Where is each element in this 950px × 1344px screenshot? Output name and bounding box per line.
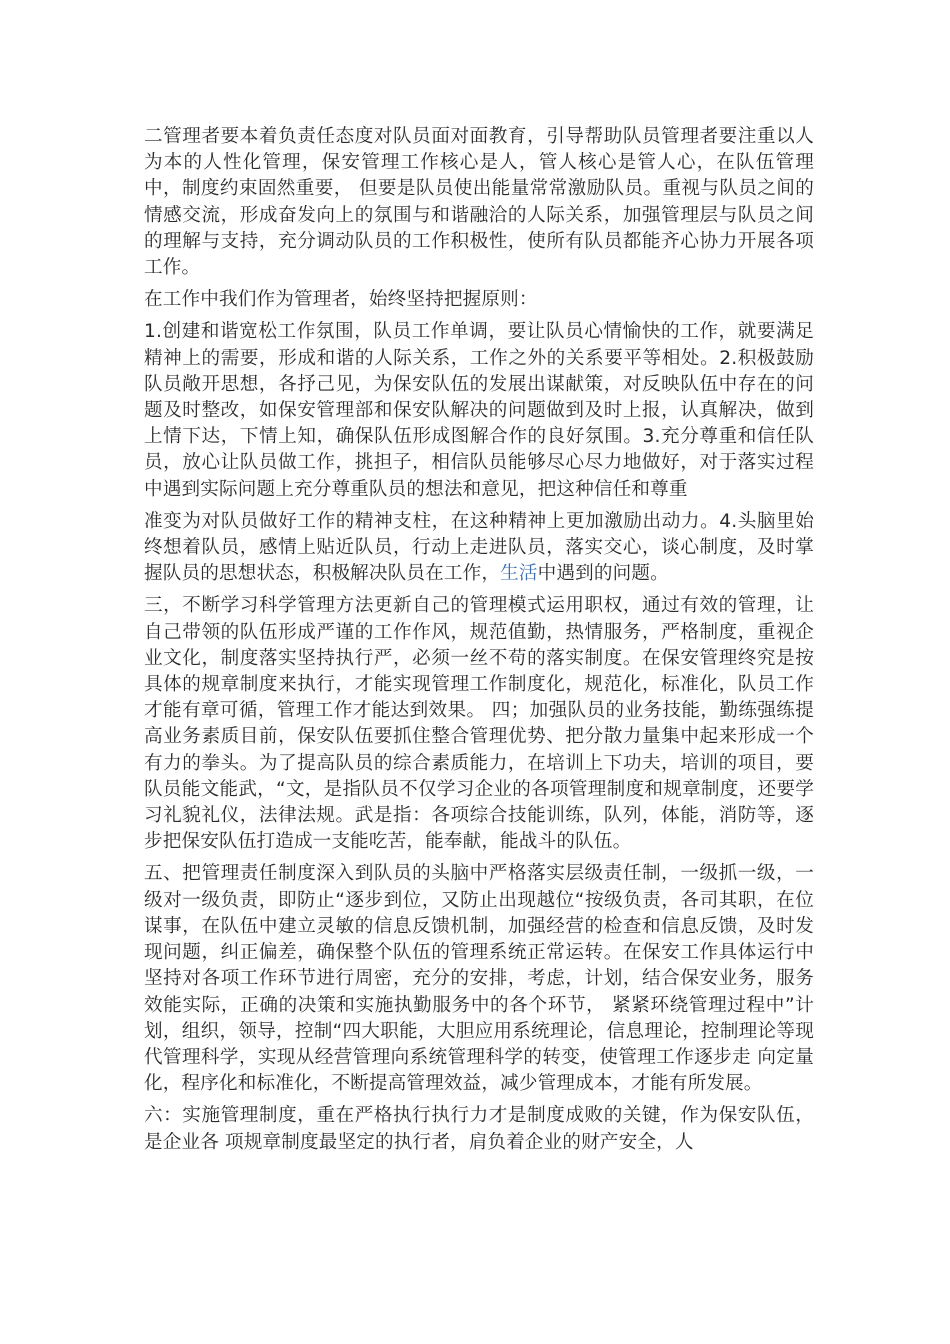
paragraph-section-three-four: 三，不断学习科学管理方法更新自己的管理模式运用职权，通过有效的管理，让自己带领的队伍形成严谨的工作作风，规范值勤，热情服务，严格制度，重视企业文化，制度落实坚持执行严，必须一丝不苟的落实制度。在保安管理终究是按具体的规章制度来执行，才能实现管理工作制度化，规范化，标准化，队员工作才能有章可循，管理工作才能达到效果。 四；加强队员的业务技能，勤练强练提高业务素质目前，保安队伍要抓住整合管理优势、把分散力量集中起来形成一个有力的拳头。为了提高队员的综合素质能力，在培训上下功夫，培训的项目，要队员能文能武，“文，是指队员不仅学习企业的各项管理制度和规章制度，还要学习礼貌礼仪，法律法规。武是指：各项综合技能训练，队列，体能，消防等，逐步把保安队伍打造成一支能吃苦，能奉献，能战斗的队伍。 xyxy=(144,595,814,853)
paragraph-text-after-link: 中遇到的问题。 xyxy=(537,563,669,585)
paragraph-principles-continued xyxy=(144,509,814,588)
paragraph-section-six: 六：实施管理制度，重在严格执行执行力才是制度成败的关键，作为保安队伍，是企业各 项规章制度最坚定的执行者，肩负着企业的财产安全，人 xyxy=(144,1105,814,1153)
life-link[interactable]: 生活 xyxy=(500,563,538,585)
paragraph-text-before-link: 准变为对队员做好工作的精神支柱，在这种精神上更加激励出动力。4.头脑里始终想着队员，感情上贴近队员，行动上走进队员，落实交心，谈心制度，及时掌握队员的思想状态，积极解决队员在工作， xyxy=(144,510,814,585)
paragraph-principles-list: 1.创建和谐宽松工作氛围，队员工作单调，要让队员心情愉快的工作，就要满足精神上的需要，形成和谐的人际关系，工作之外的关系要平等相处。2.积极鼓励队员敞开思想，各抒己见，为保安队伍的发展出谋献策，对反映队伍中存在的问题及时整改，如保安管理部和保安队解决的问题做到及时上报，认真解决，做到上情下达，下情上知，确保队伍形成图解合作的良好氛围。3.充分尊重和信任队员，放心让队员做工作，挑担子，相信队员能够尽心尽力地做好，对于落实过程中遇到实际问题上充分尊重队员的想法和意见，把这种信任和尊重 xyxy=(144,321,814,500)
paragraph-principles-intro: 在工作中我们作为管理者，始终坚持把握原则： xyxy=(144,289,538,311)
document-body xyxy=(144,124,814,1162)
paragraph-section-five: 五、把管理责任制度深入到队员的头脑中严格落实层级责任制，一级抓一级，一级对一级负责，即防止“逐步到位，又防止出现越位“按级负责，各司其职，在位谋事，在队伍中建立灵敏的信息反馈机制，加强经营的检查和信息反馈，及时发现问题，纠正偏差，确保整个队伍的管理系统正常运转。在保安工作具体运行中坚持对各项工作环节进行周密，充分的安排，考虑，计划，结合保安业务，服务效能实际，正确的决策和实施执勤服务中的各个环节， 紧紧环绕管理过程中”计划，组织，领导，控制“四大职能，大胆应用系统理论，信息理论，控制理论等现代管理科学，实现从经营管理向系统管理科学的转变，使管理工作逐步走 向定量化，程序化和标准化，不断提高管理效益，减少管理成本，才能有所发展。 xyxy=(144,863,814,1095)
paragraph-management-education: 二管理者要本着负责任态度对队员面对面教育，引导帮助队员管理者要注重以人为本的人性化管理，保安管理工作核心是人，管人核心是管人心，在队伍管理中，制度约束固然重要， 但要是队员使出能量常常激励队员。重视与队员之间的情感交流，形成奋发向上的氛围与和谐融洽的人际关系，加强管理层与队员之间的理解与支持，充分调动队员的工作积极性，使所有队员都能齐心协力开展各项工作。 xyxy=(144,126,814,279)
